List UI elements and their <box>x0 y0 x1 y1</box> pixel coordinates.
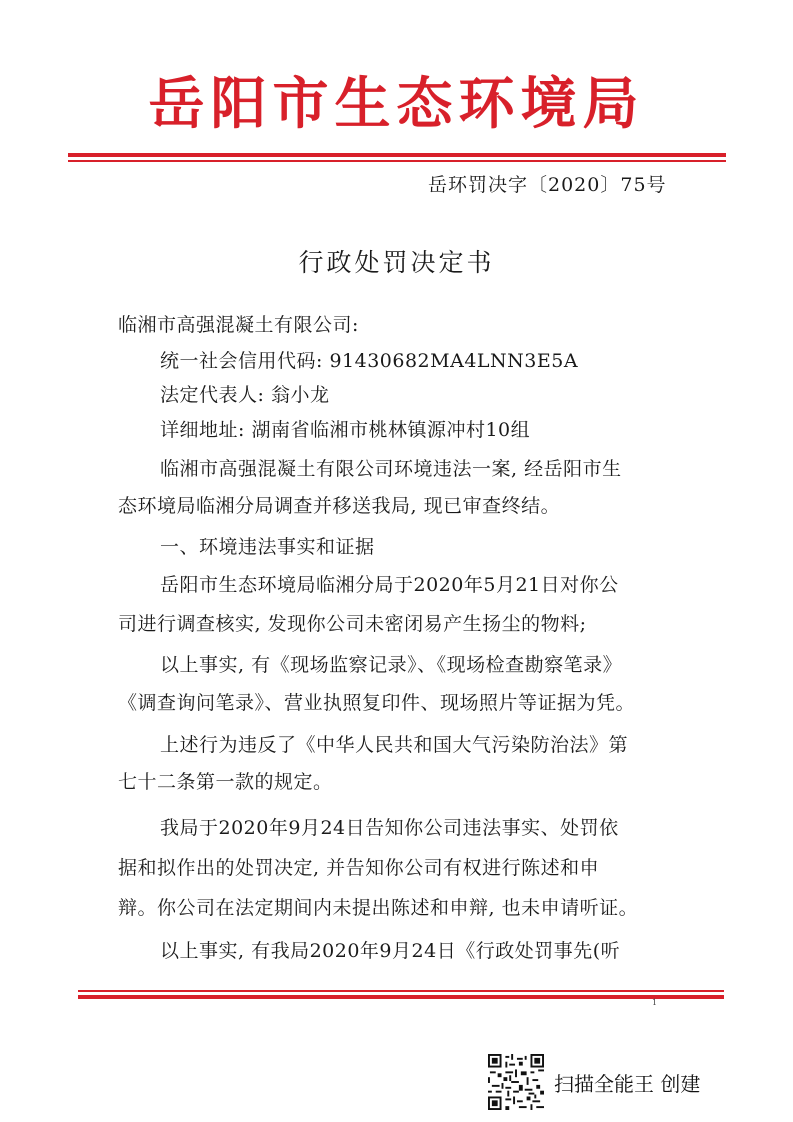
section-heading: 一、环境违法事实和证据 <box>160 536 375 558</box>
recipient-credit-code: 统一社会信用代码: 91430682MA4LNN3E5A <box>160 350 579 372</box>
body-line: 《调查询问笔录》、营业执照复印件、现场照片等证据为凭。 <box>118 692 636 714</box>
body-line: 七十二条第一款的规定。 <box>118 771 333 793</box>
scanner-label: 扫描全能王 创建 <box>554 1071 701 1096</box>
qr-code-icon <box>488 1054 544 1110</box>
body-line: 辩。你公司在法定期间内未提出陈述和申辩, 也未申请听证。 <box>118 897 639 919</box>
body-line: 司进行调查核实, 发现你公司未密闭易产生扬尘的物料; <box>118 613 587 635</box>
body-line: 以上事实, 有《现场监察记录》、《现场检查勘察笔录》 <box>160 654 623 676</box>
body-line: 临湘市高强混凝土有限公司环境违法一案, 经岳阳市生 <box>160 458 622 480</box>
page-number: 1 <box>652 998 658 1007</box>
body-line: 态环境局临湘分局调查并移送我局, 现已审查终结。 <box>118 495 561 517</box>
document-number: 岳环罚决字〔2020〕75号 <box>428 174 667 196</box>
body-line: 以上事实, 有我局2020年9月24日《行政处罚事先(听 <box>160 940 621 962</box>
document-title: 行政处罚决定书 <box>298 248 495 277</box>
header-rule-thick <box>68 153 726 157</box>
agency-header: 岳阳市生态环境局 <box>148 72 645 137</box>
body-line: 岳阳市生态环境局临湘分局于2020年5月21日对你公 <box>160 574 619 596</box>
recipient-name: 临湘市高强混凝土有限公司: <box>118 314 359 336</box>
header-rule-thin <box>68 160 726 162</box>
recipient-legal-rep: 法定代表人: 翁小龙 <box>160 384 330 406</box>
recipient-address: 详细地址: 湖南省临湘市桃林镇源冲村10组 <box>160 419 531 441</box>
footer-rule-thick <box>78 995 724 999</box>
body-line: 我局于2020年9月24日告知你公司违法事实、处罚依 <box>160 817 619 839</box>
body-line: 上述行为违反了《中华人民共和国大气污染防治法》第 <box>160 734 629 756</box>
body-line: 据和拟作出的处罚决定, 并告知你公司有权进行陈述和申 <box>118 857 600 879</box>
footer-rule-thin <box>78 990 724 992</box>
scanner-watermark <box>488 1054 700 1110</box>
